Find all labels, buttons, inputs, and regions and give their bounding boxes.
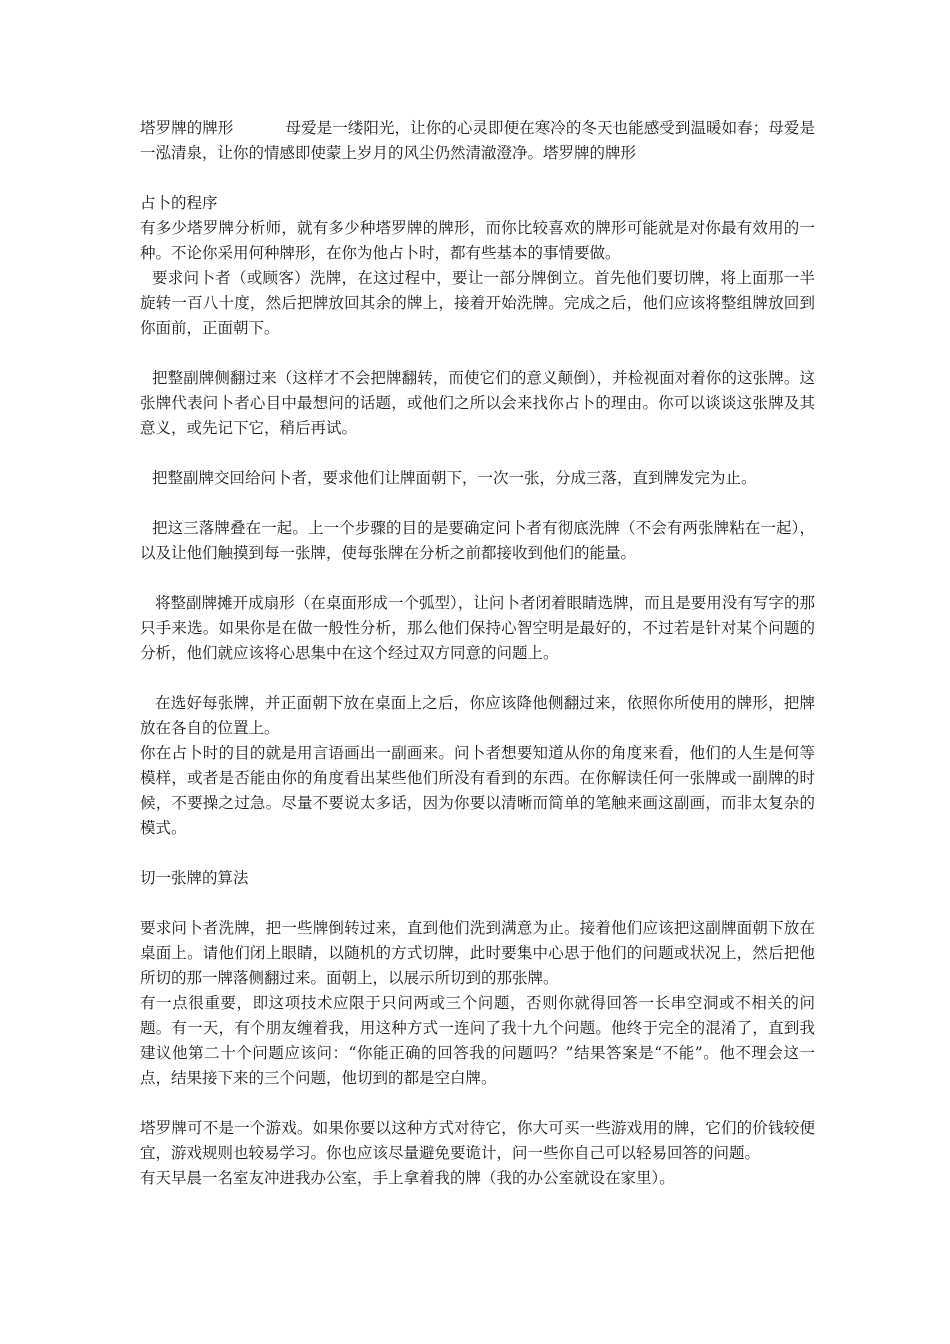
spacer xyxy=(140,491,815,516)
paragraph-12: 有天早晨一名室友冲进我办公室，手上拿着我的牌（我的办公室就设在家里）。 xyxy=(140,1169,675,1187)
section-heading-single-card: 切一张牌的算法 xyxy=(140,869,249,887)
spacer xyxy=(140,666,815,691)
spacer xyxy=(140,1091,815,1116)
spacer xyxy=(140,441,815,466)
paragraph-6: 将整副牌摊开成扇形（在桌面形成一个弧型），让问卜者闭着眼睛选牌，而且是要用没有写字的那只手来选。如果你是在做一般性分析，那么他们保持心智空明是最好的，不过若是针对某个问题的分析，他们就应该将心思集中在这个经过双方同意的问题上。 xyxy=(140,594,815,662)
intro-paragraph xyxy=(140,116,815,166)
document-page xyxy=(140,116,815,1191)
spacer xyxy=(140,341,815,366)
paragraph-11: 塔罗牌可不是一个游戏。如果你要以这种方式对待它，你大可买一些游戏用的牌，它们的价钱较便宜，游戏规则也较易学习。你也应该尽量避免要诡计，问一些你自己可以轻易回答的问题。 xyxy=(140,1119,815,1162)
section-heading-divination: 占卜的程序 xyxy=(140,194,218,212)
paragraph-8: 你在占卜时的目的就是用言语画出一副画来。问卜者想要知道从你的角度来看，他们的人生是何等模样，或者是否能由你的角度看出某些他们所没有看到的东西。在你解读任何一张牌或一副牌的时候，不要操之过急。尽量不要说太多话，因为你要以清晰而简单的笔触来画这副画，而非太复杂的模式。 xyxy=(140,744,815,837)
spacer xyxy=(140,841,815,866)
paragraph-1: 有多少塔罗牌分析师，就有多少种塔罗牌的牌形，而你比较喜欢的牌形可能就是对你最有效用的一种。不论你采用何种牌形，在你为他占卜时，都有些基本的事情要做。 xyxy=(140,219,815,262)
paragraph-2: 要求问卜者（或顾客）洗牌，在这过程中，要让一部分牌倒立。首先他们要切牌，将上面那一半旋转一百八十度，然后把牌放回其余的牌上，接着开始洗牌。完成之后，他们应该将整组牌放回到你面前，正面朝下。 xyxy=(140,269,815,337)
paragraph-4: 把整副牌交回给问卜者，要求他们让牌面朝下，一次一张，分成三落，直到牌发完为止。 xyxy=(152,469,757,487)
intro-text: 母爱是一缕阳光，让你的心灵即便在寒冷的冬天也能感受到温暖如春；母爱是一泓清泉，让你的情感即使蒙上岁月的风尘仍然清澈澄净。塔罗牌的牌形 xyxy=(140,119,815,162)
paragraph-5: 把这三落牌叠在一起。上一个步骤的目的是要确定问卜者有彻底洗牌（不会有两张牌粘在一起），以及让他们触摸到每一张牌，使每张牌在分析之前都接收到他们的能量。 xyxy=(140,519,815,562)
spacer xyxy=(140,891,815,916)
spacer xyxy=(140,566,815,591)
intro-title: 塔罗牌的牌形 xyxy=(140,119,234,137)
paragraph-3: 把整副牌侧翻过来（这样才不会把牌翻转，而使它们的意义颠倒），并检视面对着你的这张牌。这张牌代表问卜者心目中最想问的话题，或他们之所以会来找你占卜的理由。你可以谈谈这张牌及其意义，或先记下它，稍后再试。 xyxy=(140,369,815,437)
paragraph-10: 有一点很重要，即这项技术应限于只问两或三个问题，否则你就得回答一长串空洞或不相关的问题。有一天，有个朋友缠着我，用这种方式一连问了我十九个问题。他终于完全的混淆了，直到我建议他第二十个问题应该问：“你能正确的回答我的问题吗？”结果答案是“不能”。他不理会这一点，结果接下来的三个问题，他切到的都是空白牌。 xyxy=(140,994,815,1087)
paragraph-9: 要求问卜者洗牌，把一些牌倒转过来，直到他们洗到满意为止。接着他们应该把这副牌面朝下放在桌面上。请他们闭上眼睛，以随机的方式切牌，此时要集中心思于他们的问题或状况上，然后把他所切的那一牌落侧翻过来。面朝上，以展示所切到的那张牌。 xyxy=(140,919,815,987)
spacer xyxy=(140,166,815,191)
paragraph-7: 在选好每张牌，并正面朝下放在桌面上之后，你应该降他侧翻过来，依照你所使用的牌形，把牌放在各自的位置上。 xyxy=(140,694,815,737)
